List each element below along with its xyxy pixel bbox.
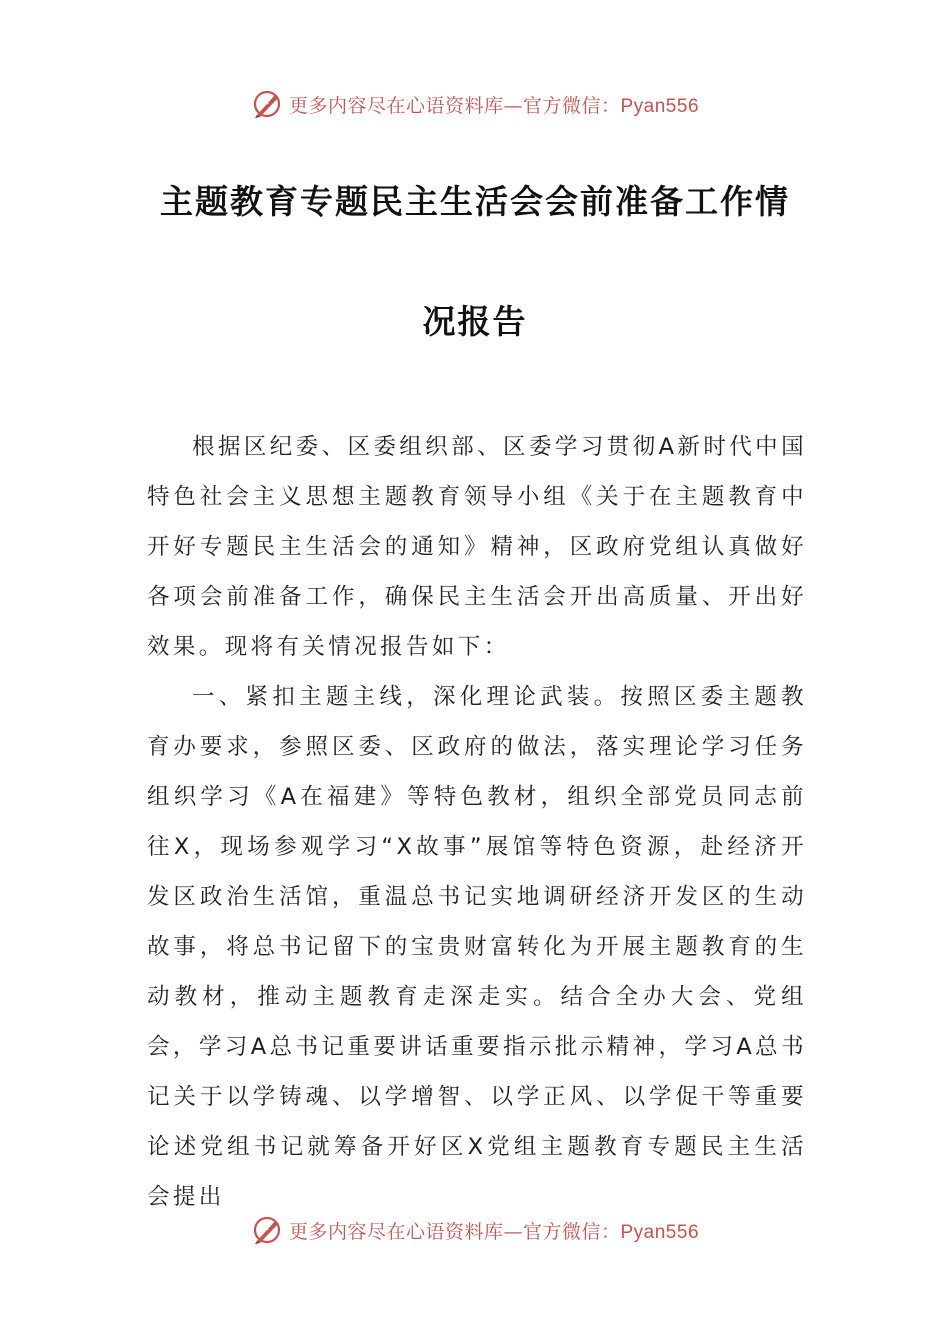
watermark-brand: Pyan556: [620, 95, 700, 117]
paragraph-intro: 根据区纪委、区委组织部、区委学习贯彻A新时代中国特色社会主义思想主题教育领导小组《关于在主题教育中开好专题民主生活会的通知》精神，区政府党组认真做好各项会前准备工作，确保民主生活会开出高质量、开出好效果。现将有关情况报告如下：: [147, 434, 807, 660]
document-title-line-2: 况报告: [422, 302, 528, 341]
pen-circle-logo-icon: [251, 1214, 283, 1246]
document-title-line-1: 主题教育专题民主生活会会前准备工作情: [160, 182, 790, 221]
paragraph-section-1: 一、紧扣主题主线，深化理论武装。按照区委主题教育办要求，参照区委、区政府的做法，落实理论学习任务组织学习《A在福建》等特色教材，组织全部党员同志前往X，现场参观学习“X故事”展馆等特色资源，赴经济开发区政治生活馆，重温总书记实地调研经济开发区的生动故事，将总书记留下的宝贵财富转化为开展主题教育的生动教材，推动主题教育走深走实。结合全办大会、党组会，学习A总书记重要讲话重要指示批示精神，学习A总书记关于以学铸魂、以学增智、以学正风、以学促干等重要论述党组书记就筹备开好区X党组主题教育专题民主生活会提出: [147, 684, 807, 1210]
document-body: [147, 422, 807, 1222]
pen-circle-logo-icon: [251, 88, 283, 120]
watermark-text: 更多内容尽在心语资料库—官方微信：Pyan556: [288, 94, 700, 117]
footer-watermark: [0, 1210, 950, 1250]
header-watermark: [0, 84, 950, 124]
watermark-brand: Pyan556: [620, 1221, 700, 1243]
watermark-text: 更多内容尽在心语资料库—官方微信：Pyan556: [288, 1220, 700, 1243]
